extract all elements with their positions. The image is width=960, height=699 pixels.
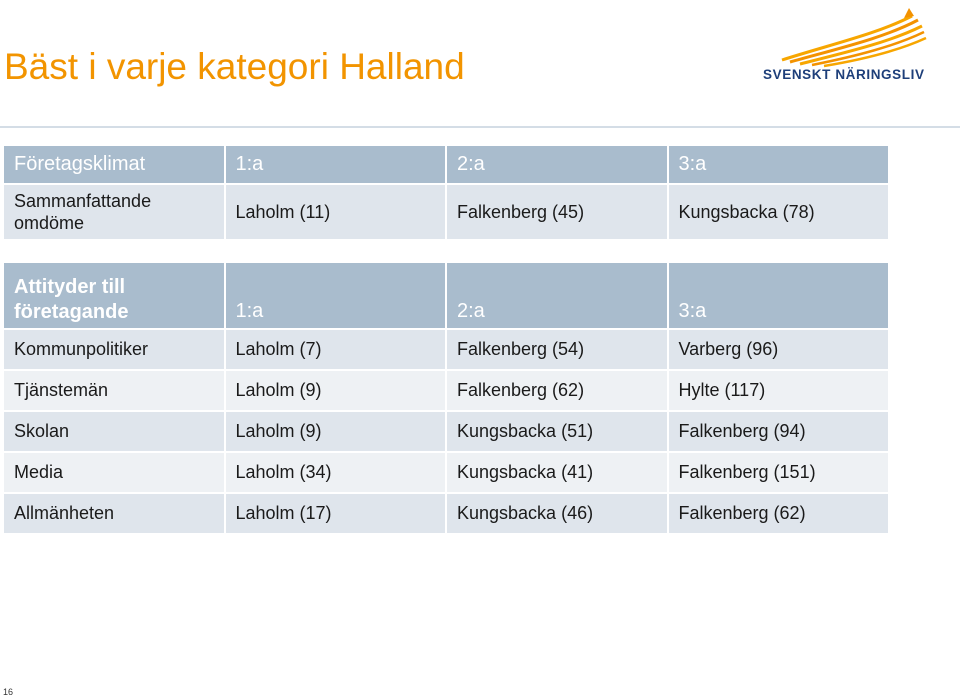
row-first: Laholm (17)	[226, 494, 446, 533]
row-first: Laholm (9)	[226, 371, 446, 410]
header-category: Företagsklimat	[4, 146, 224, 183]
table-header-row	[4, 146, 888, 183]
header-divider	[0, 126, 960, 128]
row-second: Falkenberg (45)	[447, 185, 667, 239]
row-first: Laholm (9)	[226, 412, 446, 451]
table-row	[4, 330, 888, 369]
table-row	[4, 185, 888, 239]
row-third: Hylte (117)	[669, 371, 889, 410]
table-header-row	[4, 263, 888, 328]
slide-title: Bäst i varje kategori Halland	[4, 46, 465, 87]
logo-wordmark: SVENSKT NÄRINGSLIV	[763, 67, 925, 82]
row-first: Laholm (34)	[226, 453, 446, 492]
table-row	[4, 371, 888, 410]
row-category: Sammanfattande omdöme	[4, 185, 224, 239]
header-category: Attityder till företagande	[4, 263, 224, 328]
row-category: Kommunpolitiker	[4, 330, 224, 369]
row-third: Varberg (96)	[669, 330, 889, 369]
header-third: 3:a	[669, 146, 889, 183]
row-second: Falkenberg (54)	[447, 330, 667, 369]
row-first: Laholm (11)	[226, 185, 446, 239]
row-category: Skolan	[4, 412, 224, 451]
row-first: Laholm (7)	[226, 330, 446, 369]
table-row	[4, 494, 888, 533]
row-third: Kungsbacka (78)	[669, 185, 889, 239]
row-second: Kungsbacka (46)	[447, 494, 667, 533]
business-climate-table	[2, 144, 890, 241]
header-second: 2:a	[447, 263, 667, 328]
row-category: Media	[4, 453, 224, 492]
header-second: 2:a	[447, 146, 667, 183]
header-first: 1:a	[226, 263, 446, 328]
page-number: 16	[3, 687, 14, 697]
table-row	[4, 412, 888, 451]
table-row	[4, 453, 888, 492]
row-third: Falkenberg (94)	[669, 412, 889, 451]
row-third: Falkenberg (151)	[669, 453, 889, 492]
row-second: Kungsbacka (51)	[447, 412, 667, 451]
attitudes-table	[2, 261, 890, 535]
row-category: Tjänstemän	[4, 371, 224, 410]
row-second: Kungsbacka (41)	[447, 453, 667, 492]
header-first: 1:a	[226, 146, 446, 183]
header-third: 3:a	[669, 263, 889, 328]
row-category: Allmänheten	[4, 494, 224, 533]
row-second: Falkenberg (62)	[447, 371, 667, 410]
row-third: Falkenberg (62)	[669, 494, 889, 533]
